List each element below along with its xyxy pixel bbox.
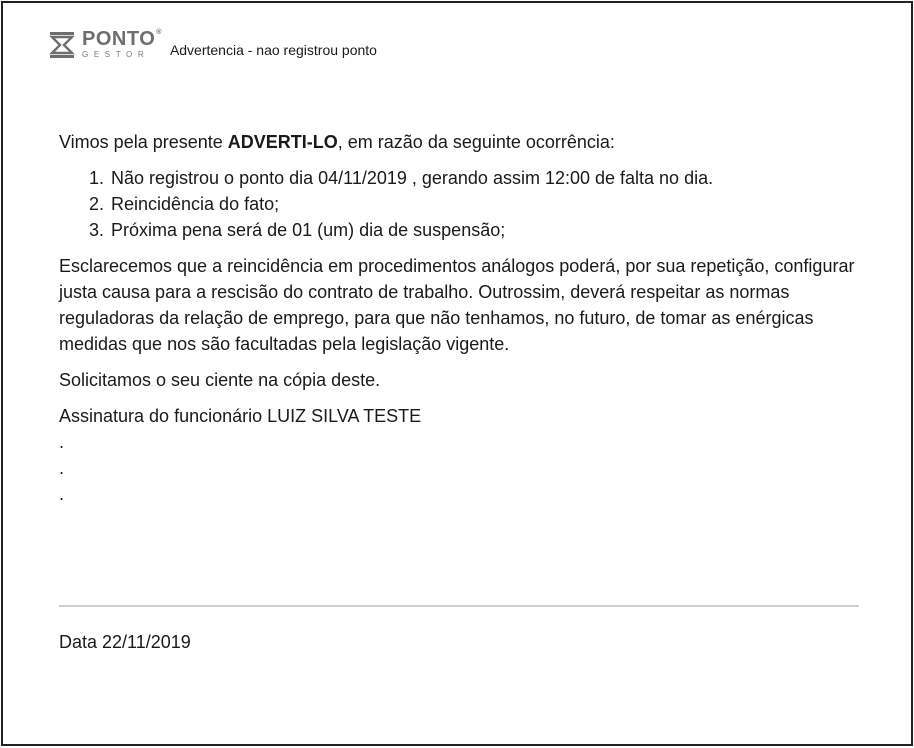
signature-divider [59, 605, 859, 607]
request-paragraph: Solicitamos o seu ciente na cópia deste. [59, 370, 381, 390]
logo-subtitle: GESTOR [82, 50, 150, 59]
occurrence-list [59, 165, 859, 243]
ponto-gestor-logo-icon [49, 31, 75, 59]
list-item: 1. Não registrou o ponto dia 04/11/2019 , gerando assim 12:00 de falta no dia. [109, 165, 859, 191]
list-item: 3. Próxima pena será de 01 (um) dia de suspensão; [109, 217, 859, 243]
logo-wordmark [82, 29, 162, 59]
intro-emphasis: ADVERTI-LO [227, 132, 338, 152]
letter-body [59, 129, 859, 507]
document-title: Advertencia - nao registrou ponto [169, 42, 377, 58]
signature-dot: . [59, 458, 65, 478]
warning-document [1, 1, 913, 746]
clarification-paragraph: Esclarecemos que a reincidência em procedimentos análogos poderá, por sua repetição, configurar justa causa para a rescisão do contrato de trabalho. Outrossim, deverá respeitar as normas reguladoras da relação de emprego, para que não tenhamos, no futuro, de tomar as enérgicas medidas que nos são facultadas pela legislação vigente. [59, 256, 855, 354]
logo-name: PONTO® [82, 28, 162, 50]
document-header [49, 29, 377, 59]
intro-paragraph: Vimos pela presente ADVERTI-LO, em razão da seguinte ocorrência: [59, 132, 615, 152]
employee-signature-line: Assinatura do funcionário LUIZ SILVA TESTE [59, 406, 422, 426]
signature-dot: . [59, 484, 65, 504]
signature-dot: . [59, 432, 65, 452]
document-date: Data 22/11/2019 [59, 632, 191, 652]
list-item: 2. Reincidência do fato; [109, 191, 859, 217]
